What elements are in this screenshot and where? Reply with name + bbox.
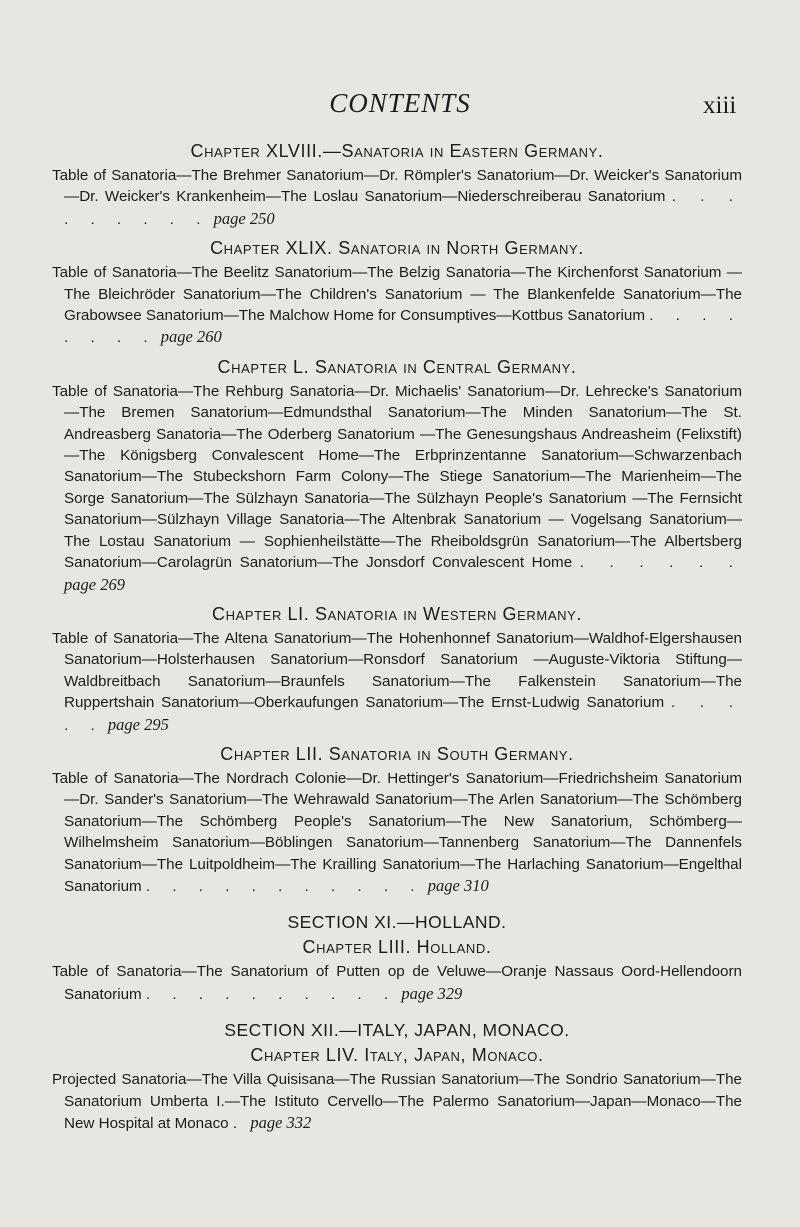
leader-dots: . . . . . . . . xyxy=(64,307,742,347)
chapter-entry xyxy=(52,628,742,736)
page-reference: page 260 xyxy=(160,327,222,347)
leader-dots: . . . . . xyxy=(64,694,742,734)
page-reference: page 329 xyxy=(401,983,463,1003)
chapter-entry xyxy=(52,961,742,1005)
chapter-heading: Chapter L. Sanatoria in Central Germany. xyxy=(217,356,577,377)
running-head-title: CONTENTS xyxy=(329,88,471,118)
entry-text: Table of Sanatoria—The Brehmer Sanatorium—Dr. Römpler's Sanatorium—Dr. Weicker's Sanatorium—Dr. Weicker's Krankenheim—The Loslau Sanatorium—Niederschreiberau Sanatorium xyxy=(52,167,742,206)
entry-text: Table of Sanatoria—The Sanatorium of Putten op de Veluwe—Oranje Nassaus Oord-Hellendoorn Sanatorium xyxy=(52,963,742,1003)
entry-text: Table of Sanatoria—The Beelitz Sanatorium—The Belzig Sanatoria—The Kirchenforst Sanatorium — The Bleichröder Sanatorium—The Children's Sanatorium — The Blankenfelde Sanatorium—The Grabowsee Sanatorium—The Malchow Home for Consumptives—Kottbus Sanatorium xyxy=(52,264,742,325)
running-head xyxy=(0,88,800,128)
chapter-entry xyxy=(52,768,742,897)
chapter-heading: Chapter LI. Sanatoria in Western Germany. xyxy=(212,603,582,624)
page-reference: page 295 xyxy=(107,714,169,734)
chapter-heading: Chapter LIII. Holland. xyxy=(302,937,492,958)
page-reference: page 332 xyxy=(250,1113,312,1132)
chapter-heading: Chapter XLIX. Sanatoria in North Germany. xyxy=(210,238,584,259)
contents-list xyxy=(52,140,742,1141)
chapter-entry xyxy=(52,262,742,349)
chapter-entry xyxy=(52,1069,742,1134)
chapter-entry xyxy=(52,165,742,230)
leader-dots: . xyxy=(232,1115,247,1132)
page-number: xiii xyxy=(703,92,737,119)
leader-dots: . . . . . . . . . . xyxy=(145,985,398,1003)
chapter-entry xyxy=(52,381,742,596)
chapter-heading: Chapter LII. Sanatoria in South Germany. xyxy=(220,743,574,764)
page-reference: page 310 xyxy=(427,875,489,895)
page-reference: page 250 xyxy=(213,208,275,228)
entry-text: Table of Sanatoria—The Altena Sanatorium—The Hohenhonnef Sanatorium—Waldhof-Elgershausen Sanatorium—Holsterhausen Sanatorium—Ronsdorf Sanatorium —Auguste-Viktoria Stiftung—Waldbreitbach Sanatorium—Braunfels Sanatorium—The Falkenstein Sanatorium—The Ruppertshain Sanatorium—Oberkaufungen Sanatorium—The Ernst-Ludwig Sanatorium xyxy=(52,629,742,712)
chapter-heading: Chapter LIV. Italy, Japan, Monaco. xyxy=(250,1045,544,1066)
leader-dots: . . . . . . xyxy=(579,554,742,572)
entry-text: Table of Sanatoria—The Rehburg Sanatoria—Dr. Michaelis' Sanatorium—Dr. Lehrecke's Sanatorium—The Bremen Sanatorium—Edmundsthal Sanatorium—The Minden Sanatorium—The St. Andreasberg Sanatoria—The Oderberg Sanatorium —The Genesungshaus Andreasheim (Felixstift)—The Königsberg Convalescent Home—The Erbprinzentanne Sanatorium—Schwarzenbach Sanatorium—The Stubeckshorn Farm Colony—The Stiege Sanatorium—The Marienheim—The Sorge Sanatorium—The Sülzhayn Sanatoria—The Sülzhayn People's Sanatorium —The Fernsicht Sanatorium—Sülzhayn Village Sanatoria—The Altenbrak Sanatorium — Vogelsang Sanatorium—The Lostau Sanatorium — Sophienheilstätte—The Rheiboldsgrün Sanatorium—The Albertsberg Sanatorium—Carolagrün Sanatorium—The Jonsdorf Convalescent Home xyxy=(52,382,742,572)
section-heading: SECTION XI.—HOLLAND. xyxy=(287,912,507,933)
entry-text: Projected Sanatoria—The Villa Quisisana—The Russian Sanatorium—The Sondrio Sanatorium—The Sanatorium Umberta I.—The Istituto Cervello—The Palermo Sanatorium—Japan—Monaco—The New Hospital at Monaco xyxy=(52,1071,742,1132)
chapter-heading: Chapter XLVIII.—Sanatoria in Eastern Germany. xyxy=(190,141,604,161)
leader-dots: . . . . . . . . . xyxy=(64,188,742,228)
section-heading: SECTION XII.—ITALY, JAPAN, MONACO. xyxy=(224,1020,570,1041)
page-reference: page 269 xyxy=(64,574,125,594)
entry-text: Table of Sanatoria—The Nordrach Colonie—Dr. Hettinger's Sanatorium—Friedrichsheim Sanatorium—Dr. Sander's Sanatorium—The Wehrawald Sanatorium—The Arlen Sanatorium—The Schömberg Sanatorium—The Schömberg People's Sanatorium—The New Sanatorium, Schömberg—Wilhelmsheim Sanatorium—Böblingen Sanatorium—Tannenberg Sanatorium—The Dannenfels Sanatorium—The Luitpoldheim—The Krailling Sanatorium—The Harlaching Sanatorium—Engelthal Sanatorium xyxy=(52,769,742,895)
leader-dots: . . . . . . . . . . . xyxy=(145,877,424,895)
